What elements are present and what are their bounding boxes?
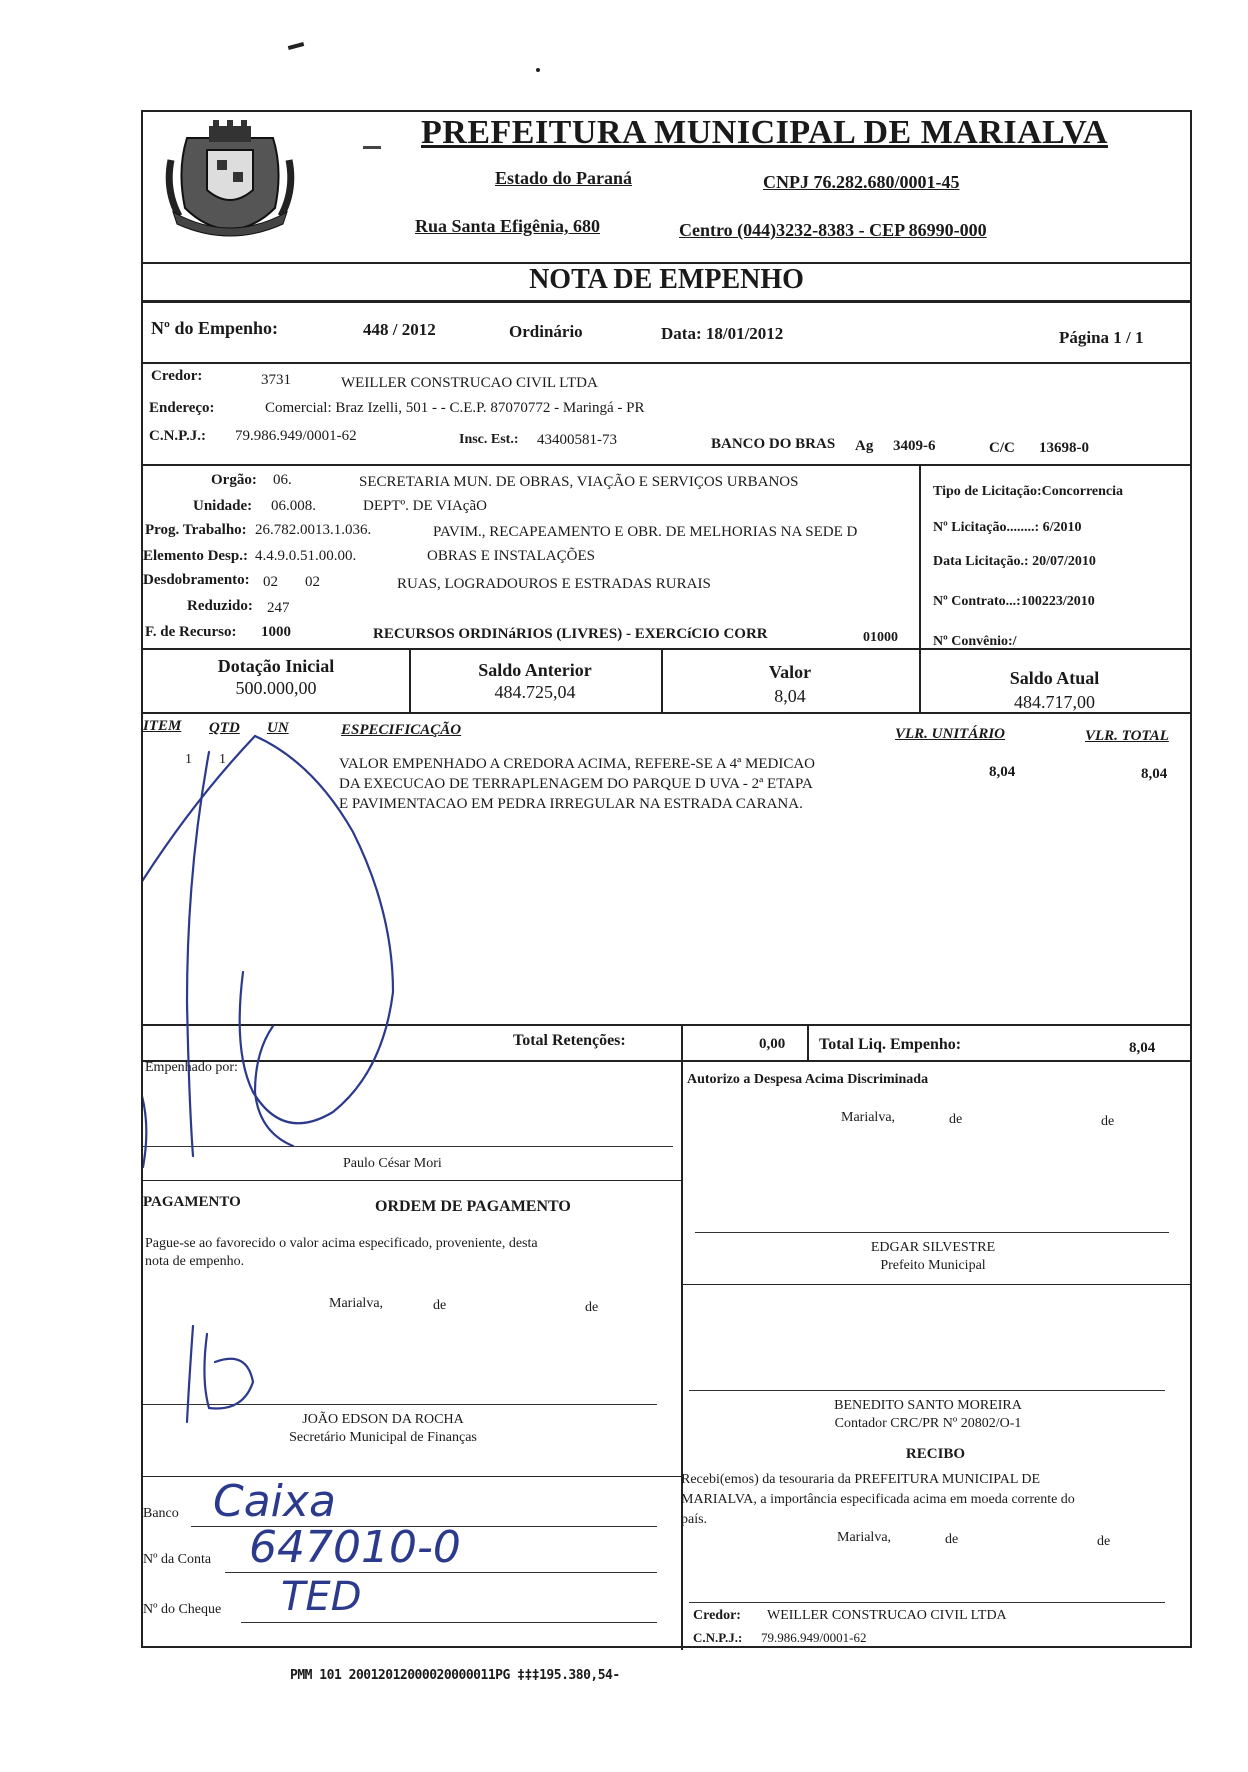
orgao-name: SECRETARIA MUN. DE OBRAS, VIAÇÃO E SERVIÇOS URBANOS — [359, 474, 799, 490]
pagamento-de: de — [585, 1300, 599, 1315]
recibo-de: de — [945, 1532, 959, 1547]
desdobramento-label: Desdobramento: — [143, 572, 250, 588]
municipality-title: PREFEITURA MUNICIPAL DE MARIALVA — [421, 114, 1108, 151]
empenho-type: Ordinário — [509, 322, 583, 341]
saldo-atual-value: 484.717,00 — [1014, 692, 1095, 712]
desdobramento-name: RUAS, LOGRADOUROS E ESTRADAS RURAIS — [397, 576, 711, 592]
prog-code: 26.782.0013.1.036. — [255, 522, 372, 538]
unidade-code: 06.008. — [271, 498, 316, 514]
item-vlr-total: 8,04 — [1141, 766, 1168, 782]
desdobramento-b: 02 — [305, 574, 320, 590]
agency-number: 3409-6 — [893, 438, 936, 454]
empenho-date: Data: 18/01/2012 — [661, 324, 784, 343]
address-contact: Centro (044)3232-8383 - CEP 86990-000 — [679, 220, 987, 240]
recurso-fonte: 01000 — [863, 630, 898, 645]
contador-role: Contador CRC/PR Nº 20802/O-1 — [834, 1416, 1022, 1431]
recibo-title: RECIBO — [905, 1446, 966, 1462]
footer-code: PMM 101 20012012000020000011PG ‡‡‡195.380,54- — [290, 1668, 620, 1683]
autorizo-label: Autorizo a Despesa Acima Discriminada — [687, 1072, 929, 1087]
nota-de-empenho-form — [141, 110, 1192, 1648]
insc-label: Insc. Est.: — [459, 432, 519, 447]
item-spec-line: VALOR EMPENHADO A CREDORA ACIMA, REFERE-SE A 4ª MEDICAO — [339, 756, 816, 772]
prog-label: Prog. Trabalho: — [145, 522, 247, 538]
pagamento-de: de — [433, 1298, 447, 1313]
credor-address: Comercial: Braz Izelli, 501 - - C.E.P. 87070772 - Maringá - PR — [265, 400, 645, 416]
document-title: NOTA DE EMPENHO — [529, 264, 804, 295]
desdobramento-a: 02 — [263, 574, 278, 590]
recurso-code: 1000 — [261, 624, 291, 640]
insc-value: 43400581-73 — [537, 432, 617, 448]
recibo-text: país. — [681, 1512, 708, 1527]
banco-label: Banco — [143, 1506, 179, 1521]
licitacao-tipo: Tipo de Licitação:Concorrencia — [933, 484, 1124, 499]
conta-label: Nº da Conta — [143, 1552, 212, 1567]
page-number: Página 1 / 1 — [1059, 328, 1144, 347]
col-item: ITEM — [143, 718, 182, 734]
street-address: Rua Santa Efigênia, 680 — [415, 216, 601, 236]
elemento-name: OBRAS E INSTALAÇÕES — [427, 548, 595, 564]
municipality-cnpj: CNPJ 76.282.680/0001-45 — [763, 172, 960, 192]
unidade-label: Unidade: — [193, 498, 253, 514]
scan-mark — [288, 42, 304, 50]
recibo-de: de — [1097, 1534, 1111, 1549]
pagamento-city: Marialva, — [329, 1296, 384, 1311]
saldo-atual-label: Saldo Atual — [1009, 668, 1100, 688]
recibo-cnpj-label: C.N.P.J.: — [693, 1630, 743, 1645]
recibo-text: Recebi(emos) da tesouraria da PREFEITURA MUNICIPAL DE — [681, 1472, 1041, 1487]
col-especificacao: ESPECIFICAÇÃO — [341, 722, 462, 738]
elemento-label: Elemento Desp.: — [143, 548, 248, 564]
banco-value: Caixa — [213, 1476, 336, 1527]
credor-address-label: Endereço: — [149, 400, 215, 416]
cheque-value: TED — [281, 1574, 362, 1620]
item-spec-line: DA EXECUCAO DE TERRAPLENAGEM DO PARQUE D UVA - 2ª ETAPA — [339, 776, 813, 792]
pagamento-label: PAGAMENTO — [143, 1194, 241, 1210]
agency-label: Ag — [855, 438, 874, 454]
valor-value: 8,04 — [774, 686, 806, 706]
col-vlr-unitario: VLR. UNITÁRIO — [895, 726, 1006, 742]
cheque-label: Nº do Cheque — [143, 1602, 222, 1617]
dotacao-value: 500.000,00 — [235, 678, 317, 698]
item-vlr-unitario: 8,04 — [989, 764, 1016, 780]
prefeito-name: EDGAR SILVESTRE — [870, 1240, 996, 1255]
recibo-credor-label: Credor: — [693, 1608, 741, 1623]
col-vlr-total: VLR. TOTAL — [1085, 728, 1169, 744]
ordem-pagamento-title: ORDEM DE PAGAMENTO — [375, 1198, 571, 1215]
item-qtd: 1 — [219, 752, 226, 767]
autorizo-city: Marialva, — [841, 1110, 896, 1125]
account-number: 13698-0 — [1039, 440, 1089, 456]
saldo-anterior-value: 484.725,04 — [494, 682, 576, 702]
empenhado-por-label: Empenhado por: — [145, 1060, 238, 1075]
orgao-label: Orgão: — [211, 472, 257, 488]
empenhado-signer: Paulo César Mori — [343, 1156, 442, 1171]
orgao-code: 06. — [273, 472, 292, 488]
total-retencoes-value: 0,00 — [759, 1036, 786, 1052]
col-un: UN — [267, 720, 289, 736]
recibo-cnpj: 79.986.949/0001-62 — [761, 1630, 867, 1645]
item-spec-line: E PAVIMENTACAO EM PEDRA IRREGULAR NA ESTRADA CARANA. — [339, 796, 803, 812]
pagamento-signer-name: JOÃO EDSON DA ROCHA — [302, 1412, 464, 1427]
unidade-name: DEPTº. DE VIAçãO — [363, 498, 487, 514]
credor-bank: BANCO DO BRAS — [711, 436, 836, 452]
total-liquido-value: 8,04 — [1129, 1040, 1156, 1056]
licitacao-data: Data Licitação.: 20/07/2010 — [933, 554, 1096, 569]
scan-mark — [536, 68, 540, 72]
pagamento-text: Pague-se ao favorecido o valor acima especificado, proveniente, desta — [145, 1236, 538, 1251]
licitacao-numero: Nº Licitação........: 6/2010 — [933, 520, 1082, 535]
valor-label: Valor — [768, 662, 812, 682]
autorizo-de: de — [1101, 1114, 1115, 1129]
recurso-label: F. de Recurso: — [145, 624, 237, 640]
total-retencoes-label: Total Retenções: — [513, 1032, 626, 1049]
empenho-number-label: Nº do Empenho: — [151, 318, 278, 338]
credor-label: Credor: — [151, 368, 203, 384]
recibo-city: Marialva, — [837, 1530, 892, 1545]
credor-name: WEILLER CONSTRUCAO CIVIL LTDA — [341, 375, 598, 391]
recibo-text: MARIALVA, a importância especificada acima em moeda corrente do — [681, 1492, 1075, 1507]
reduzido-label: Reduzido: — [187, 598, 253, 614]
credor-cnpj-label: C.N.P.J.: — [149, 428, 206, 444]
recibo-credor: WEILLER CONSTRUCAO CIVIL LTDA — [767, 1608, 1007, 1623]
dotacao-label: Dotação Inicial — [217, 656, 335, 676]
col-qtd: QTD — [209, 720, 240, 736]
autorizo-de: de — [949, 1112, 963, 1127]
recurso-name: RECURSOS ORDINáRIOS (LIVRES) - EXERCíCIO CORR — [373, 626, 768, 642]
contrato-numero: Nº Contrato...:100223/2010 — [933, 594, 1095, 609]
credor-cnpj: 79.986.949/0001-62 — [235, 428, 357, 444]
state-name: Estado do Paraná — [495, 168, 633, 188]
conta-value: 647010-0 — [249, 1522, 461, 1573]
pagamento-signer-role: Secretário Municipal de Finanças — [289, 1430, 477, 1445]
total-liquido-label: Total Liq. Empenho: — [819, 1036, 962, 1053]
handwritten-signature-strokes — [143, 112, 1190, 1646]
account-label: C/C — [989, 440, 1015, 456]
contador-name: BENEDITO SANTO MOREIRA — [834, 1398, 1022, 1413]
empenho-number: 448 / 2012 — [363, 320, 436, 339]
reduzido-value: 247 — [267, 600, 290, 616]
elemento-code: 4.4.9.0.51.00.00. — [255, 548, 357, 564]
prefeito-role: Prefeito Municipal — [880, 1258, 986, 1273]
saldo-anterior-label: Saldo Anterior — [478, 660, 592, 680]
pagamento-text: nota de empenho. — [145, 1254, 245, 1269]
convenio-numero: Nº Convênio:/ — [933, 634, 1017, 649]
prog-name: PAVIM., RECAPEAMENTO E OBR. DE MELHORIAS NA SEDE D — [433, 524, 858, 540]
credor-code: 3731 — [261, 372, 291, 388]
item-number: 1 — [185, 752, 192, 767]
